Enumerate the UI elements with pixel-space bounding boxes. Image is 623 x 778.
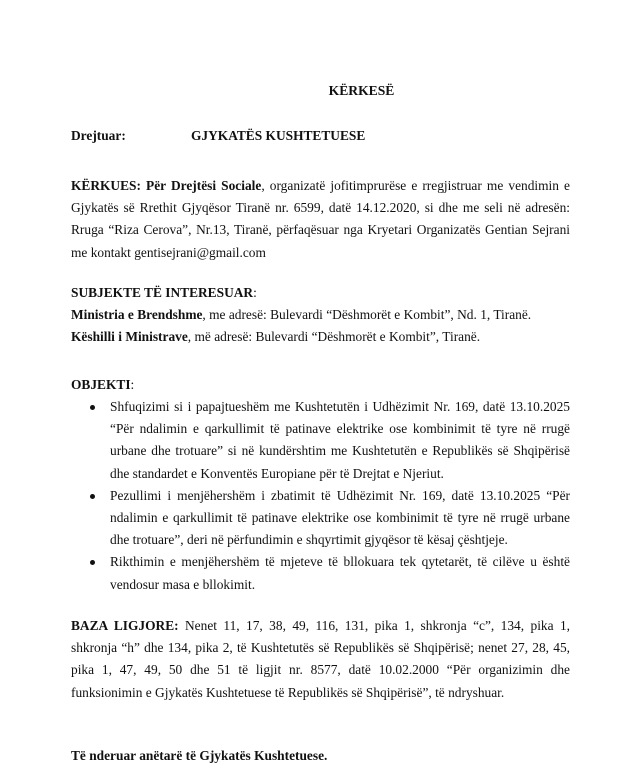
bullet-icon <box>90 494 95 499</box>
bullet-icon <box>90 405 95 410</box>
object-item <box>71 551 570 595</box>
interested-parties-section <box>71 282 570 349</box>
party-name: Ministria e Brendshme <box>71 307 203 323</box>
object-heading <box>71 374 570 396</box>
requester-label: KËRKUES: <box>71 178 141 193</box>
closing-salutation: Të nderuar anëtarë të Gjykatës Kushtetuese. <box>71 748 328 763</box>
interested-party-item <box>71 326 570 348</box>
requester-paragraph <box>71 175 570 264</box>
object-item-text: Pezullimi i menjëhershëm i zbatimit të Udhëzimit Nr. 169, datë 13.10.2025 “Për ndalimin e qarkullimit të patinave elektrike ose kombinimit të tyre në rrugë urbane dhe trotuare”, deri në përfundimin e shqyrtimit gjyqësor të kësaj çështjeje. <box>110 487 570 548</box>
bullet-icon <box>90 560 95 565</box>
legal-basis-label: BAZA LIGJORE: <box>71 618 179 633</box>
requester-name: Për Drejtësi Sociale <box>146 178 262 193</box>
legal-basis-paragraph <box>71 615 570 704</box>
addressed-to-value: GJYKATËS KUSHTETUESE <box>191 128 366 143</box>
document-title <box>0 80 623 102</box>
addressed-to-label: Drejtuar: <box>71 128 126 143</box>
party-address: , me adresë: Bulevardi “Dëshmorët e Kombit”, Nd. 1, Tiranë. <box>202 307 532 323</box>
object-list <box>71 396 570 596</box>
legal-basis-text: Nenet 11, 17, 38, 49, 116, 131, pika 1, shkronja “c”, 134, pika 1, shkronja “h” dhe 134, pika 2, të Kushtetutës së Republikës së Shqipërisë; nenet 27, 28, 45, pika 1, 47, 49, 50 dhe 51 të ligjit nr. 8577, datë 10.02.2000 “Për organizimin dhe funksionimin e Gjykatës Kushtetuese të Republikës së Shqipërisë”, të ndryshuar. <box>71 618 570 700</box>
object-item <box>71 396 570 485</box>
requester-text: , organizatë jofitimprurëse e rregjistruar me vendimin e Gjykatës së Rrethit Gjyqësor Tiranë nr. 6599, datë 14.12.2020, si dhe me seli në adresën: Rruga “Riza Cerova”, Nr.13, Tiranë, përfaqësuar nga Kryetari Organizatës Gentian Sejrani me kontakt gentisejrani@gmail.com <box>71 178 570 260</box>
addressed-to <box>71 125 365 147</box>
party-address: , më adresë: Bulevardi “Dëshmorët e Kombit”, Tiranë. <box>187 329 481 345</box>
interested-parties-heading <box>71 282 570 304</box>
interested-parties-heading-text: SUBJEKTE TË INTERESUAR <box>71 285 254 300</box>
heading-colon: : <box>253 285 257 300</box>
object-heading-text: OBJEKTI <box>71 377 131 392</box>
object-item-text: Rikthimin e menjëhershëm të mjeteve të bllokuara tek qytetarët, të cilëve u është vendosur masa e bllokimit. <box>110 554 570 592</box>
interested-party-item <box>71 304 570 326</box>
heading-colon: : <box>130 377 135 392</box>
object-item <box>71 485 570 552</box>
title-text: KËRKESË <box>328 83 395 98</box>
party-name: Këshilli i Ministrave <box>71 329 188 345</box>
object-item-text: Shfuqizimi si i papajtueshëm me Kushtetutën i Udhëzimit Nr. 169, datë 13.10.2025 “Për ndalimin e qarkullimit të patinave elektrike ose kombinimit të tyre në rrugë urbane dhe trotuare” si në kundërshtim me Kushtetutën e Republikës së Shqipërisë dhe standardet e Konventës Europiane për të Drejtat e Njeriut. <box>110 399 570 481</box>
